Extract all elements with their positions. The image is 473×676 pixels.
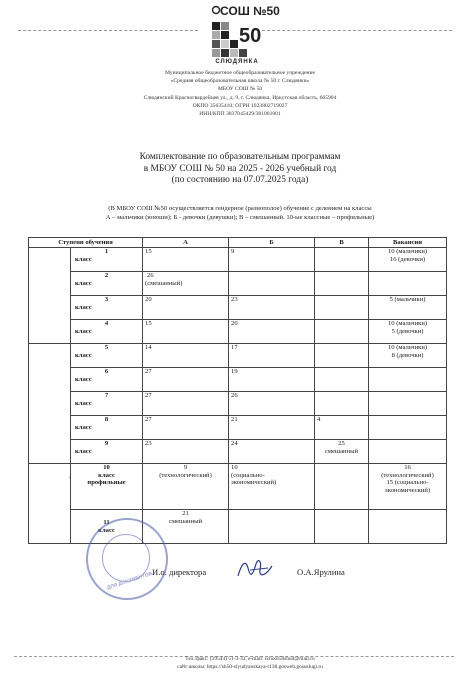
cell-v [315,320,369,344]
table-row [29,416,447,440]
cell-vacancies: 10 (мальчики) 16 (девочки) [369,248,447,272]
footer-website: сайт школы: https://sh50-slyudyanskaya-r138.gosweb.gosuslugi.ru [177,663,323,670]
logo-subtitle: СЛЮДЯНКА [215,59,259,65]
cell-a: 23 [143,440,229,464]
table-row [29,296,447,320]
cell-a: 27 [143,416,229,440]
header-a: А [143,238,229,248]
cell-b: 20 [229,320,315,344]
intro-line-1: (В МБОУ СОШ №50 осуществляется гендерное (разнополое) обучение с делением на классы [108,205,372,212]
cell-a: 26 (смешанный) [143,272,229,296]
table-row [29,464,447,510]
cell-vacancies: 5 (мальчики) [369,296,447,320]
cell-b [229,510,315,544]
header-line: Муниципальное бюджетное общеобразовательное учреждение [164,70,316,76]
cell-a: 20 [143,296,229,320]
cell-v [315,344,369,368]
cell-a: 27 [143,392,229,416]
letterhead [90,69,390,118]
table-row [29,440,447,464]
cell-vacancies [369,440,447,464]
table-row [29,344,447,368]
intro-note [40,205,440,222]
cell-v [315,392,369,416]
class-cell: 8 класс [71,416,143,440]
header-line: «Средняя общеобразовательная школа № 50 г. Слюдянки» [170,78,310,85]
class-cell: 4 класс [71,320,143,344]
cell-a: 21 смешанный [143,510,229,544]
cell-vacancies [369,510,447,544]
header-vacancies: Вакансии [369,238,447,248]
class-cell: 5 класс [71,344,143,368]
cell-a: 15 [143,320,229,344]
class-cell: 9 класс [71,440,143,464]
document-title [90,152,390,187]
cell-v [315,296,369,320]
signatory-role: И.о. директора [152,567,207,577]
intro-line-2: А – мальчики (юноши); Б - девочки (девушки); В – смешанный. 10-ые классные – профильные) [105,213,375,221]
cell-b: 9 [229,248,315,272]
header-line: ИНН/КПП 3837045429/381001001 [199,111,281,118]
cell-v: 4 [315,416,369,440]
title-line-2: в МБОУ СОШ № 50 на 2025 - 2026 учебный год [143,163,337,174]
official-stamp [86,518,168,600]
header-b: Б [229,238,315,248]
header-stage: Ступени обучения [29,238,143,248]
table-row [29,248,447,272]
cell-vacancies: 16 (технологический) 15 (социально- экономический) [369,464,447,510]
stamp-text: ДЛЯ ДОКУМЕНТОВ [106,570,154,592]
title-line-3: (по состоянию на 07.07.2025 года) [171,175,309,186]
cell-a: 14 [143,344,229,368]
cell-b: 26 [229,392,315,416]
cell-vacancies: 10 (мальчики) 5 (девочки) [369,320,447,344]
class-cell: 6 класс [71,368,143,392]
cell-b: 10 (социально- экономический) [229,464,315,510]
cell-vacancies [369,416,447,440]
top-divider-right [262,30,452,31]
cell-b: 24 [229,440,315,464]
cell-v [315,510,369,544]
cell-a: 9 (технологический) [143,464,229,510]
enrollment-table [28,237,447,544]
cell-vacancies [369,272,447,296]
header-line: Слюдянский Красногвардейцев ул., д. 9, г. Слюдянка, Иркутская область, 665904 [143,94,337,101]
signatory-name: О.А.Ярулина [297,567,345,577]
cell-v [315,464,369,510]
cell-b: 23 [229,296,315,320]
stage-secondary [29,464,71,544]
class-cell: 11 класс [71,510,143,544]
table-row [29,392,447,416]
top-divider-left [18,30,198,31]
handwritten-signature [232,556,278,582]
cell-v [315,248,369,272]
stage-basic [29,344,71,464]
cell-b: 19 [229,368,315,392]
footer-contacts [100,656,400,671]
class-cell: 7 класс [71,392,143,416]
cell-vacancies [369,392,447,416]
cell-v [315,272,369,296]
table-row [29,272,447,296]
cell-vacancies [369,368,447,392]
cell-v: 25 смешанный [315,440,369,464]
header-line: МБОУ СОШ № 50 [217,86,263,93]
footer-phone-email: Тел./факс: (39544) 51-3-33, e-mail: school50shud@mail.ru [185,656,315,662]
cell-b [229,272,315,296]
class-cell: 3 класс [71,296,143,320]
class-cell: 2 класс [71,272,143,296]
svg-text:50: 50 [239,25,262,47]
cell-a: 15 [143,248,229,272]
cell-b: 17 [229,344,315,368]
cell-b: 21 [229,416,315,440]
class-cell: 10 класс профильные [71,464,143,510]
class-cell: 1 класс [71,248,143,272]
table-row [29,320,447,344]
title-line-1: Комплектование по образовательным программам [139,152,341,162]
table-header-row [29,238,447,248]
cell-vacancies: 10 (мальчики) 8 (девочки) [369,344,447,368]
table-row [29,368,447,392]
logo-title: СОШ №50 [220,4,280,18]
cell-v [315,368,369,392]
header-line: ОКПО 35635410; ОГРН 1023802719027 [192,102,288,109]
cell-a: 27 [143,368,229,392]
stage-primary [29,248,71,344]
header-v: В [315,238,369,248]
